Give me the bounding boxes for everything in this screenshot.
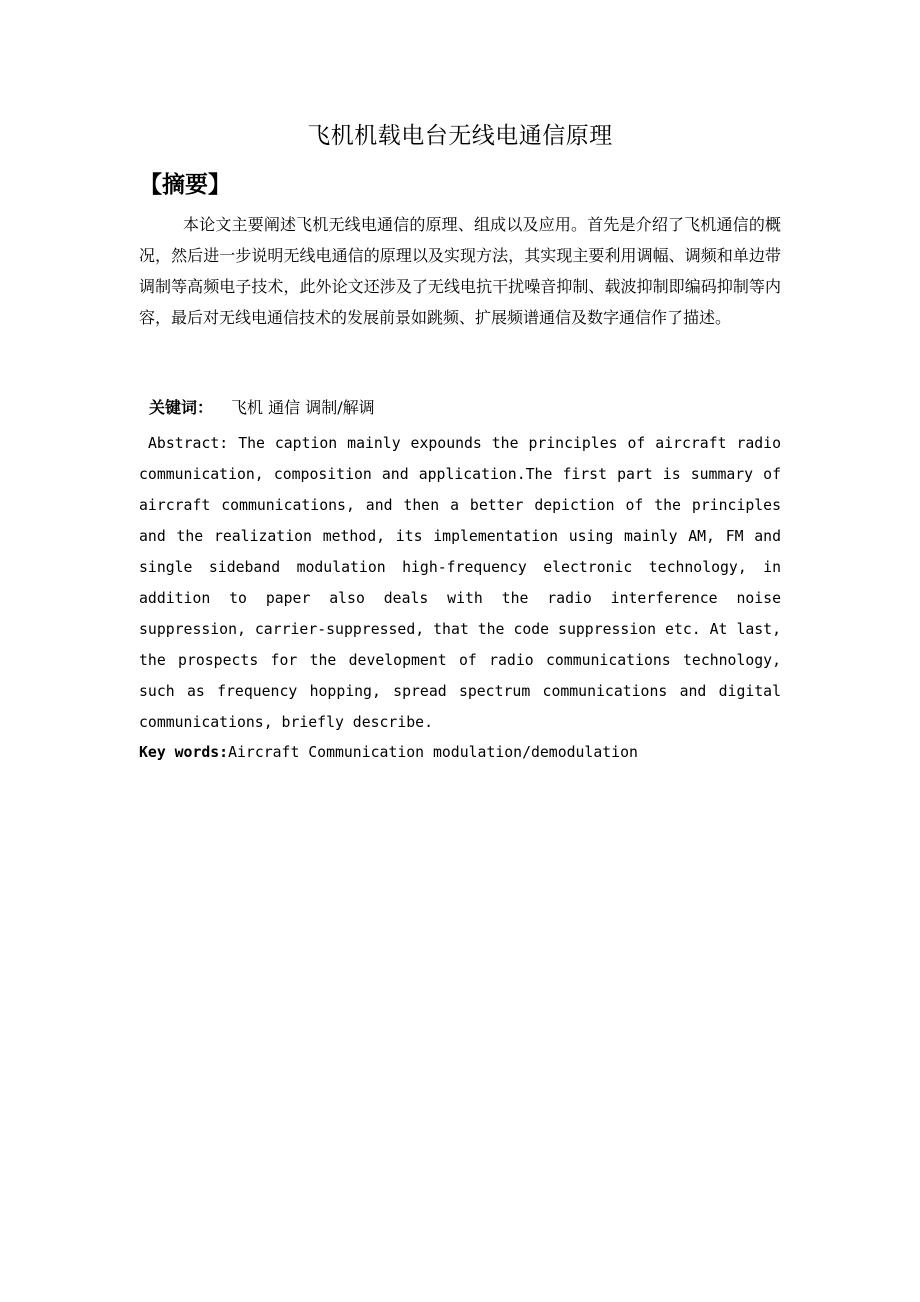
abstract-heading: 【摘要】 bbox=[139, 172, 231, 198]
chinese-keywords-line bbox=[149, 393, 779, 423]
paper-title: 飞机机载电台无线电通信原理 bbox=[307, 123, 613, 149]
english-abstract-label: Abstract: bbox=[148, 435, 229, 452]
english-keywords-label: Key words: bbox=[139, 744, 229, 761]
english-abstract-paragraph bbox=[139, 428, 781, 738]
english-keywords-line bbox=[139, 737, 781, 768]
chinese-keywords-value: 飞机 通信 调制/解调 bbox=[231, 398, 375, 417]
chinese-abstract-paragraph: 本论文主要阐述飞机无线电通信的原理、组成以及应用。首先是介绍了飞机通信的概况，然后进一步说明无线电通信的原理以及实现方法，其实现主要利用调幅、调频和单边带调制等高频电子技术，此外论文还涉及了无线电抗干扰噪音抑制、载波抑制即编码抑制等内容，最后对无线电通信技术的发展前景如跳频、扩展频谱通信及数字通信作了描述。 bbox=[139, 215, 781, 327]
chinese-keywords-label: 关键词： bbox=[149, 398, 214, 417]
english-abstract-text: The caption mainly expounds the principles of aircraft radio communication, composition and application.The first part is summary of aircraft communications, and then a better depiction of the principles and the realization method, its implementation using mainly AM, FM and single sideband modulation high-frequency electronic technology, in addition to paper also deals with the radio interference noise suppression, carrier-suppressed, that the code suppression etc. At last, the prospects for the development of radio communications technology, such as frequency hopping, spread spectrum communications and digital communications, briefly describe. bbox=[139, 435, 781, 731]
english-keywords-value: Aircraft Communication modulation/demodulation bbox=[228, 744, 638, 761]
